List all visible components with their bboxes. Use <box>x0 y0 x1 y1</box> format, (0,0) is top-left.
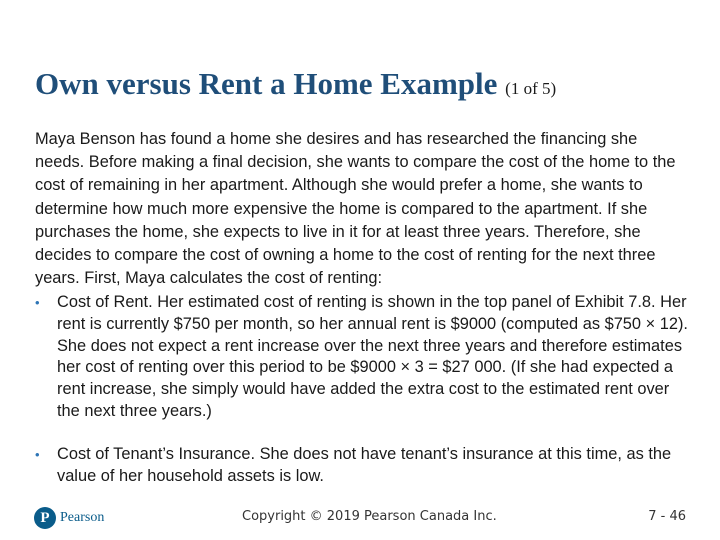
bullet-list <box>35 292 690 487</box>
bullet-text: Cost of Rent. Her estimated cost of renting is shown in the top panel of Exhibit 7.8. Her rent is currently $750 per month, so her annual rent is $9000 (computed as $750 × 12). She does not expect a rent increase over the next three years and therefore estimates her cost of renting over this period to be $9000 × 3 = $27 000. (If she had expected a rent increase, she simply would have added the extra cost to the estimated rent over the next three years.) <box>57 293 688 420</box>
pearson-logo-text: Pearson <box>60 510 105 525</box>
bullet-marker: • <box>35 295 40 310</box>
pearson-logo-icon: P <box>34 507 56 529</box>
slide-title <box>35 64 695 109</box>
intro-paragraph: Maya Benson has found a home she desires and has researched the financing she needs. Before making a final decision, she wants to compare the cost of the home to the cost of remaining in her apartment. Although she would prefer a home, she wants to determine how much more expensive the home is compared to the apartment. If she purchases the home, she expects to live in it for at least three years. Therefore, she decides to compare the cost of owning a home to the cost of renting for the next three years. First, Maya calculates the cost of renting: <box>35 130 676 288</box>
bullet-item-tenants-insurance <box>35 444 690 488</box>
page-number: 7 - 46 <box>648 509 686 524</box>
bullet-marker: • <box>35 446 40 462</box>
slide-title-part-indicator: (1 of 5) <box>505 79 557 98</box>
bullet-text: Cost of Tenant’s Insurance. She does not have tenant’s insurance at this time, as the value of her household assets is low. <box>57 444 672 485</box>
copyright-notice: Copyright © 2019 Pearson Canada Inc. <box>242 509 497 524</box>
slide-title-main: Own versus Rent a Home Example <box>35 66 498 101</box>
bullet-item-cost-of-rent <box>35 292 690 423</box>
pearson-logo <box>34 505 104 531</box>
